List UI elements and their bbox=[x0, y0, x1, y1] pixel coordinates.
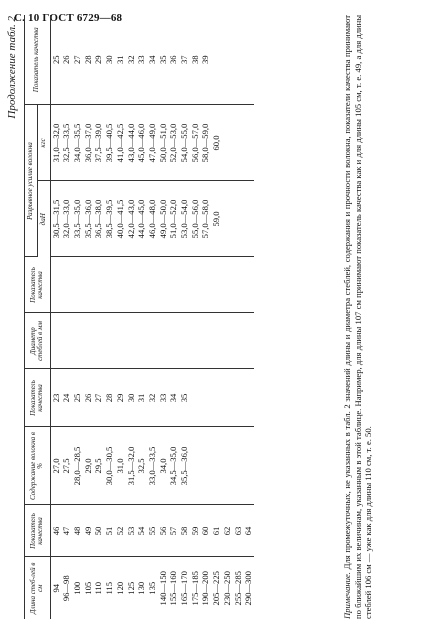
cell-quality-4: 28 bbox=[83, 15, 94, 105]
cell-fiber bbox=[211, 427, 222, 505]
cell-dan bbox=[233, 181, 244, 257]
cell-quality-2: 26 bbox=[83, 369, 94, 427]
cell-quality-1: 53 bbox=[126, 505, 137, 557]
cell-quality-2 bbox=[222, 369, 233, 427]
cell-length: 255—285 bbox=[232, 571, 243, 606]
cell-diameter bbox=[136, 313, 147, 369]
cell-quality-3 bbox=[147, 257, 158, 313]
header-breaking-strength: Разрывное усилие волокна bbox=[25, 105, 38, 257]
cell-fiber: 27,5 bbox=[61, 427, 72, 505]
cell-quality-1: 59 bbox=[190, 505, 201, 557]
table-row bbox=[168, 15, 179, 619]
cell-quality-1: 63 bbox=[233, 505, 244, 557]
cell-quality-1: 46 bbox=[50, 505, 61, 557]
cell-quality-1: 55 bbox=[147, 505, 158, 557]
cell-diameter bbox=[50, 313, 61, 369]
table-row bbox=[243, 15, 254, 619]
cell-diameter bbox=[83, 313, 94, 369]
cell-quality-3 bbox=[211, 257, 222, 313]
cell-quality-2: 27 bbox=[93, 369, 104, 427]
cell-dan bbox=[222, 181, 233, 257]
cell-length: 130 bbox=[136, 581, 147, 595]
cell-dan: 57,0—58,0 bbox=[200, 181, 211, 257]
cell-diameter bbox=[115, 313, 126, 369]
cell-diameter bbox=[200, 313, 211, 369]
cell-length: 205—225 bbox=[211, 571, 222, 606]
table-row bbox=[126, 15, 137, 619]
header-quality-4: Показатель качества bbox=[25, 15, 51, 105]
cell-length: 125 bbox=[125, 581, 136, 595]
header-quality-2: Показатель качества bbox=[25, 369, 51, 427]
table-row bbox=[93, 15, 104, 619]
quality-indicators-table bbox=[24, 15, 254, 619]
cell-quality-3 bbox=[243, 257, 254, 313]
cell-fiber: 31,0 bbox=[115, 427, 126, 505]
cell-quality-3 bbox=[190, 257, 201, 313]
cell-kgs: 45,0—46,0 bbox=[136, 105, 147, 181]
cell-quality-3 bbox=[222, 257, 233, 313]
cell-quality-3 bbox=[83, 257, 94, 313]
cell-diameter bbox=[72, 313, 83, 369]
cell-quality-3 bbox=[115, 257, 126, 313]
cell-dan: 32,0—33,0 bbox=[61, 181, 72, 257]
cell-length: 230—250 bbox=[221, 571, 232, 606]
cell-length: 110 bbox=[93, 581, 104, 595]
cell-quality-2: 29 bbox=[115, 369, 126, 427]
cell-length: 155—160 bbox=[168, 571, 179, 606]
cell-quality-3 bbox=[168, 257, 179, 313]
cell-quality-4: 36 bbox=[168, 15, 179, 105]
cell-fiber bbox=[200, 427, 211, 505]
cell-quality-3 bbox=[61, 257, 72, 313]
cell-kgs bbox=[222, 105, 233, 181]
cell-quality-2: 25 bbox=[72, 369, 83, 427]
cell-kgs: 34,0—35,5 bbox=[72, 105, 83, 181]
cell-quality-4: 33 bbox=[136, 15, 147, 105]
cell-quality-4: 25 bbox=[50, 15, 61, 105]
cell-length: 165—170 bbox=[179, 571, 190, 606]
cell-diameter bbox=[158, 313, 169, 369]
cell-length: 175—185 bbox=[189, 571, 200, 606]
cell-quality-4: 39 bbox=[200, 15, 211, 105]
cell-diameter bbox=[222, 313, 233, 369]
cell-diameter bbox=[233, 313, 244, 369]
cell-kgs: 31,0—32,0 bbox=[50, 105, 61, 181]
cell-quality-3 bbox=[200, 257, 211, 313]
cell-kgs: 56,0—57,0 bbox=[190, 105, 201, 181]
cell-quality-1: 60 bbox=[200, 505, 211, 557]
cell-length: 190—200 bbox=[200, 571, 211, 606]
table-row bbox=[136, 15, 147, 619]
cell-quality-2: 32 bbox=[147, 369, 158, 427]
cell-quality-4: 35 bbox=[158, 15, 169, 105]
cell-fiber: 34,5—35,0 bbox=[168, 427, 179, 505]
table-row bbox=[61, 15, 72, 619]
cell-quality-3 bbox=[136, 257, 147, 313]
table-row bbox=[50, 15, 61, 619]
note-lead: Примечание. bbox=[342, 572, 352, 619]
table-row bbox=[211, 15, 222, 619]
cell-length: 120 bbox=[114, 581, 125, 595]
cell-fiber: 28,0—28,5 bbox=[72, 427, 83, 505]
cell-quality-3 bbox=[179, 257, 190, 313]
cell-quality-1: 62 bbox=[222, 505, 233, 557]
cell-quality-4: 32 bbox=[126, 15, 137, 105]
header-quality-1: Показатель качества bbox=[25, 505, 51, 557]
cell-quality-4 bbox=[222, 15, 233, 105]
cell-kgs bbox=[233, 105, 244, 181]
cell-quality-2 bbox=[243, 369, 254, 427]
cell-quality-4: 31 bbox=[115, 15, 126, 105]
table-row bbox=[190, 15, 201, 619]
cell-quality-1: 50 bbox=[93, 505, 104, 557]
cell-quality-1: 58 bbox=[179, 505, 190, 557]
header-unit-dan: даН bbox=[37, 181, 50, 257]
cell-length: 140—150 bbox=[157, 571, 168, 606]
cell-quality-2: 24 bbox=[61, 369, 72, 427]
page-reference: С. 10 ГОСТ 6729—68 bbox=[14, 12, 123, 24]
cell-dan: 59,0 bbox=[211, 181, 222, 257]
cell-dan: 35,5—36,0 bbox=[83, 181, 94, 257]
cell-fiber bbox=[222, 427, 233, 505]
cell-quality-1: 54 bbox=[136, 505, 147, 557]
cell-dan: 53,0—54,0 bbox=[179, 181, 190, 257]
cell-dan: 40,0—41,5 bbox=[115, 181, 126, 257]
cell-dan: 42,0—43,0 bbox=[126, 181, 137, 257]
cell-quality-2: 28 bbox=[104, 369, 115, 427]
cell-fiber: 34,0 bbox=[158, 427, 169, 505]
cell-quality-2: 31 bbox=[136, 369, 147, 427]
table-row bbox=[233, 15, 244, 619]
cell-quality-2 bbox=[200, 369, 211, 427]
cell-quality-1: 52 bbox=[115, 505, 126, 557]
cell-kgs bbox=[243, 105, 254, 181]
cell-length: 96—98 bbox=[61, 575, 72, 602]
cell-kgs: 41,0—42,5 bbox=[115, 105, 126, 181]
cell-quality-4: 30 bbox=[104, 15, 115, 105]
cell-quality-2 bbox=[211, 369, 222, 427]
cell-quality-4: 34 bbox=[147, 15, 158, 105]
header-fiber-content: Содержание волокна в % bbox=[25, 427, 51, 505]
cell-diameter bbox=[147, 313, 158, 369]
cell-dan: 36,5—38,0 bbox=[93, 181, 104, 257]
cell-diameter bbox=[61, 313, 72, 369]
cell-kgs: 39,5—40,5 bbox=[104, 105, 115, 181]
cell-length: 94 bbox=[50, 583, 61, 593]
cell-dan: 51,0—52,0 bbox=[168, 181, 179, 257]
cell-fiber bbox=[243, 427, 254, 505]
cell-quality-1: 49 bbox=[83, 505, 94, 557]
table-row bbox=[72, 15, 83, 619]
cell-quality-4 bbox=[243, 15, 254, 105]
cell-diameter bbox=[104, 313, 115, 369]
cell-diameter bbox=[190, 313, 201, 369]
cell-quality-3 bbox=[104, 257, 115, 313]
cell-quality-1: 47 bbox=[61, 505, 72, 557]
cell-quality-4: 26 bbox=[61, 15, 72, 105]
cell-length: 115 bbox=[104, 581, 115, 595]
cell-quality-2 bbox=[190, 369, 201, 427]
table-row bbox=[158, 15, 169, 619]
cell-length: 105 bbox=[82, 581, 93, 595]
cell-diameter bbox=[179, 313, 190, 369]
cell-quality-1: 57 bbox=[168, 505, 179, 557]
cell-kgs: 54,0—55,0 bbox=[179, 105, 190, 181]
note-text: Для промежуточных, не указанных в табл. 2 значений длины и диаметра стеблей, содержания и прочности волокна, показатели качества принимают по ближайшим их величинам, указанным в этой таблице. Например, для длины 107 см принимают показатель качества как и для длины 105 см, т. е. 49, а для длины стеблей 106 см — уже как для длины 110 см, т. е. 50. bbox=[342, 15, 374, 619]
cell-quality-3 bbox=[233, 257, 244, 313]
cell-quality-3 bbox=[93, 257, 104, 313]
cell-kgs: 60,0 bbox=[211, 105, 222, 181]
cell-fiber: 29,0 bbox=[83, 427, 94, 505]
cell-fiber: 31,5—32,0 bbox=[126, 427, 137, 505]
cell-dan: 30,5—31,5 bbox=[50, 181, 61, 257]
table-row bbox=[147, 15, 158, 619]
cell-quality-2: 33 bbox=[158, 369, 169, 427]
cell-fiber bbox=[233, 427, 244, 505]
cell-kgs: 37,5—39,0 bbox=[93, 105, 104, 181]
cell-quality-2: 34 bbox=[168, 369, 179, 427]
cell-fiber: 33,0—33,5 bbox=[147, 427, 158, 505]
cell-diameter bbox=[211, 313, 222, 369]
cell-fiber: 27,0 bbox=[50, 427, 61, 505]
cell-fiber: 30,0—30,5 bbox=[104, 427, 115, 505]
cell-dan bbox=[243, 181, 254, 257]
cell-quality-2: 30 bbox=[126, 369, 137, 427]
table-row bbox=[104, 15, 115, 619]
cell-quality-4: 29 bbox=[93, 15, 104, 105]
table-note bbox=[342, 15, 374, 619]
cell-quality-4 bbox=[211, 15, 222, 105]
cell-dan: 46,0—48,0 bbox=[147, 181, 158, 257]
cell-quality-4 bbox=[233, 15, 244, 105]
cell-diameter bbox=[168, 313, 179, 369]
cell-quality-3 bbox=[50, 257, 61, 313]
cell-kgs: 32,5—33,5 bbox=[61, 105, 72, 181]
header-stem-diameter: Диаметр стеблей в мм bbox=[25, 313, 51, 369]
cell-fiber bbox=[190, 427, 201, 505]
cell-kgs: 47,0—49,0 bbox=[147, 105, 158, 181]
cell-quality-2: 23 bbox=[50, 369, 61, 427]
cell-quality-2 bbox=[233, 369, 244, 427]
cell-quality-4: 37 bbox=[179, 15, 190, 105]
cell-kgs: 43,0—44,0 bbox=[126, 105, 137, 181]
cell-diameter bbox=[93, 313, 104, 369]
table-continuation-label: Продолжение табл. 2 bbox=[6, 16, 18, 119]
cell-quality-3 bbox=[158, 257, 169, 313]
cell-diameter bbox=[243, 313, 254, 369]
cell-quality-2: 35 bbox=[179, 369, 190, 427]
cell-quality-1: 48 bbox=[72, 505, 83, 557]
cell-quality-1: 56 bbox=[158, 505, 169, 557]
table-row bbox=[222, 15, 233, 619]
cell-length: 290—300 bbox=[243, 571, 254, 606]
cell-length: 100 bbox=[72, 581, 82, 595]
cell-quality-1: 64 bbox=[243, 505, 254, 557]
table-row bbox=[200, 15, 211, 619]
cell-quality-3 bbox=[126, 257, 137, 313]
cell-dan: 49,0—50,0 bbox=[158, 181, 169, 257]
cell-kgs: 36,0—37,0 bbox=[83, 105, 94, 181]
table-row bbox=[83, 15, 94, 619]
cell-fiber: 35,5—36,0 bbox=[179, 427, 190, 505]
cell-fiber: 29,5 bbox=[93, 427, 104, 505]
cell-quality-4: 38 bbox=[190, 15, 201, 105]
cell-diameter bbox=[126, 313, 137, 369]
cell-kgs: 52,0—53,0 bbox=[168, 105, 179, 181]
table-row bbox=[179, 15, 190, 619]
cell-kgs: 50,0—51,0 bbox=[158, 105, 169, 181]
header-stem-length: Длина стеб-лей в см bbox=[25, 557, 51, 619]
cell-fiber: 32,5 bbox=[136, 427, 147, 505]
cell-quality-3 bbox=[72, 257, 83, 313]
cell-dan: 38,5—39,5 bbox=[104, 181, 115, 257]
table-row bbox=[115, 15, 126, 619]
header-unit-kgs: кгс bbox=[37, 105, 50, 181]
cell-dan: 33,5—35,0 bbox=[72, 181, 83, 257]
cell-quality-4: 27 bbox=[72, 15, 83, 105]
cell-dan: 55,0—56,0 bbox=[190, 181, 201, 257]
cell-quality-1: 61 bbox=[211, 505, 222, 557]
header-quality-3: Показатель качества bbox=[25, 257, 51, 313]
cell-dan: 44,0—45,0 bbox=[136, 181, 147, 257]
cell-length: 135 bbox=[146, 581, 157, 595]
cell-kgs: 58,0—59,0 bbox=[200, 105, 211, 181]
cell-quality-1: 51 bbox=[104, 505, 115, 557]
